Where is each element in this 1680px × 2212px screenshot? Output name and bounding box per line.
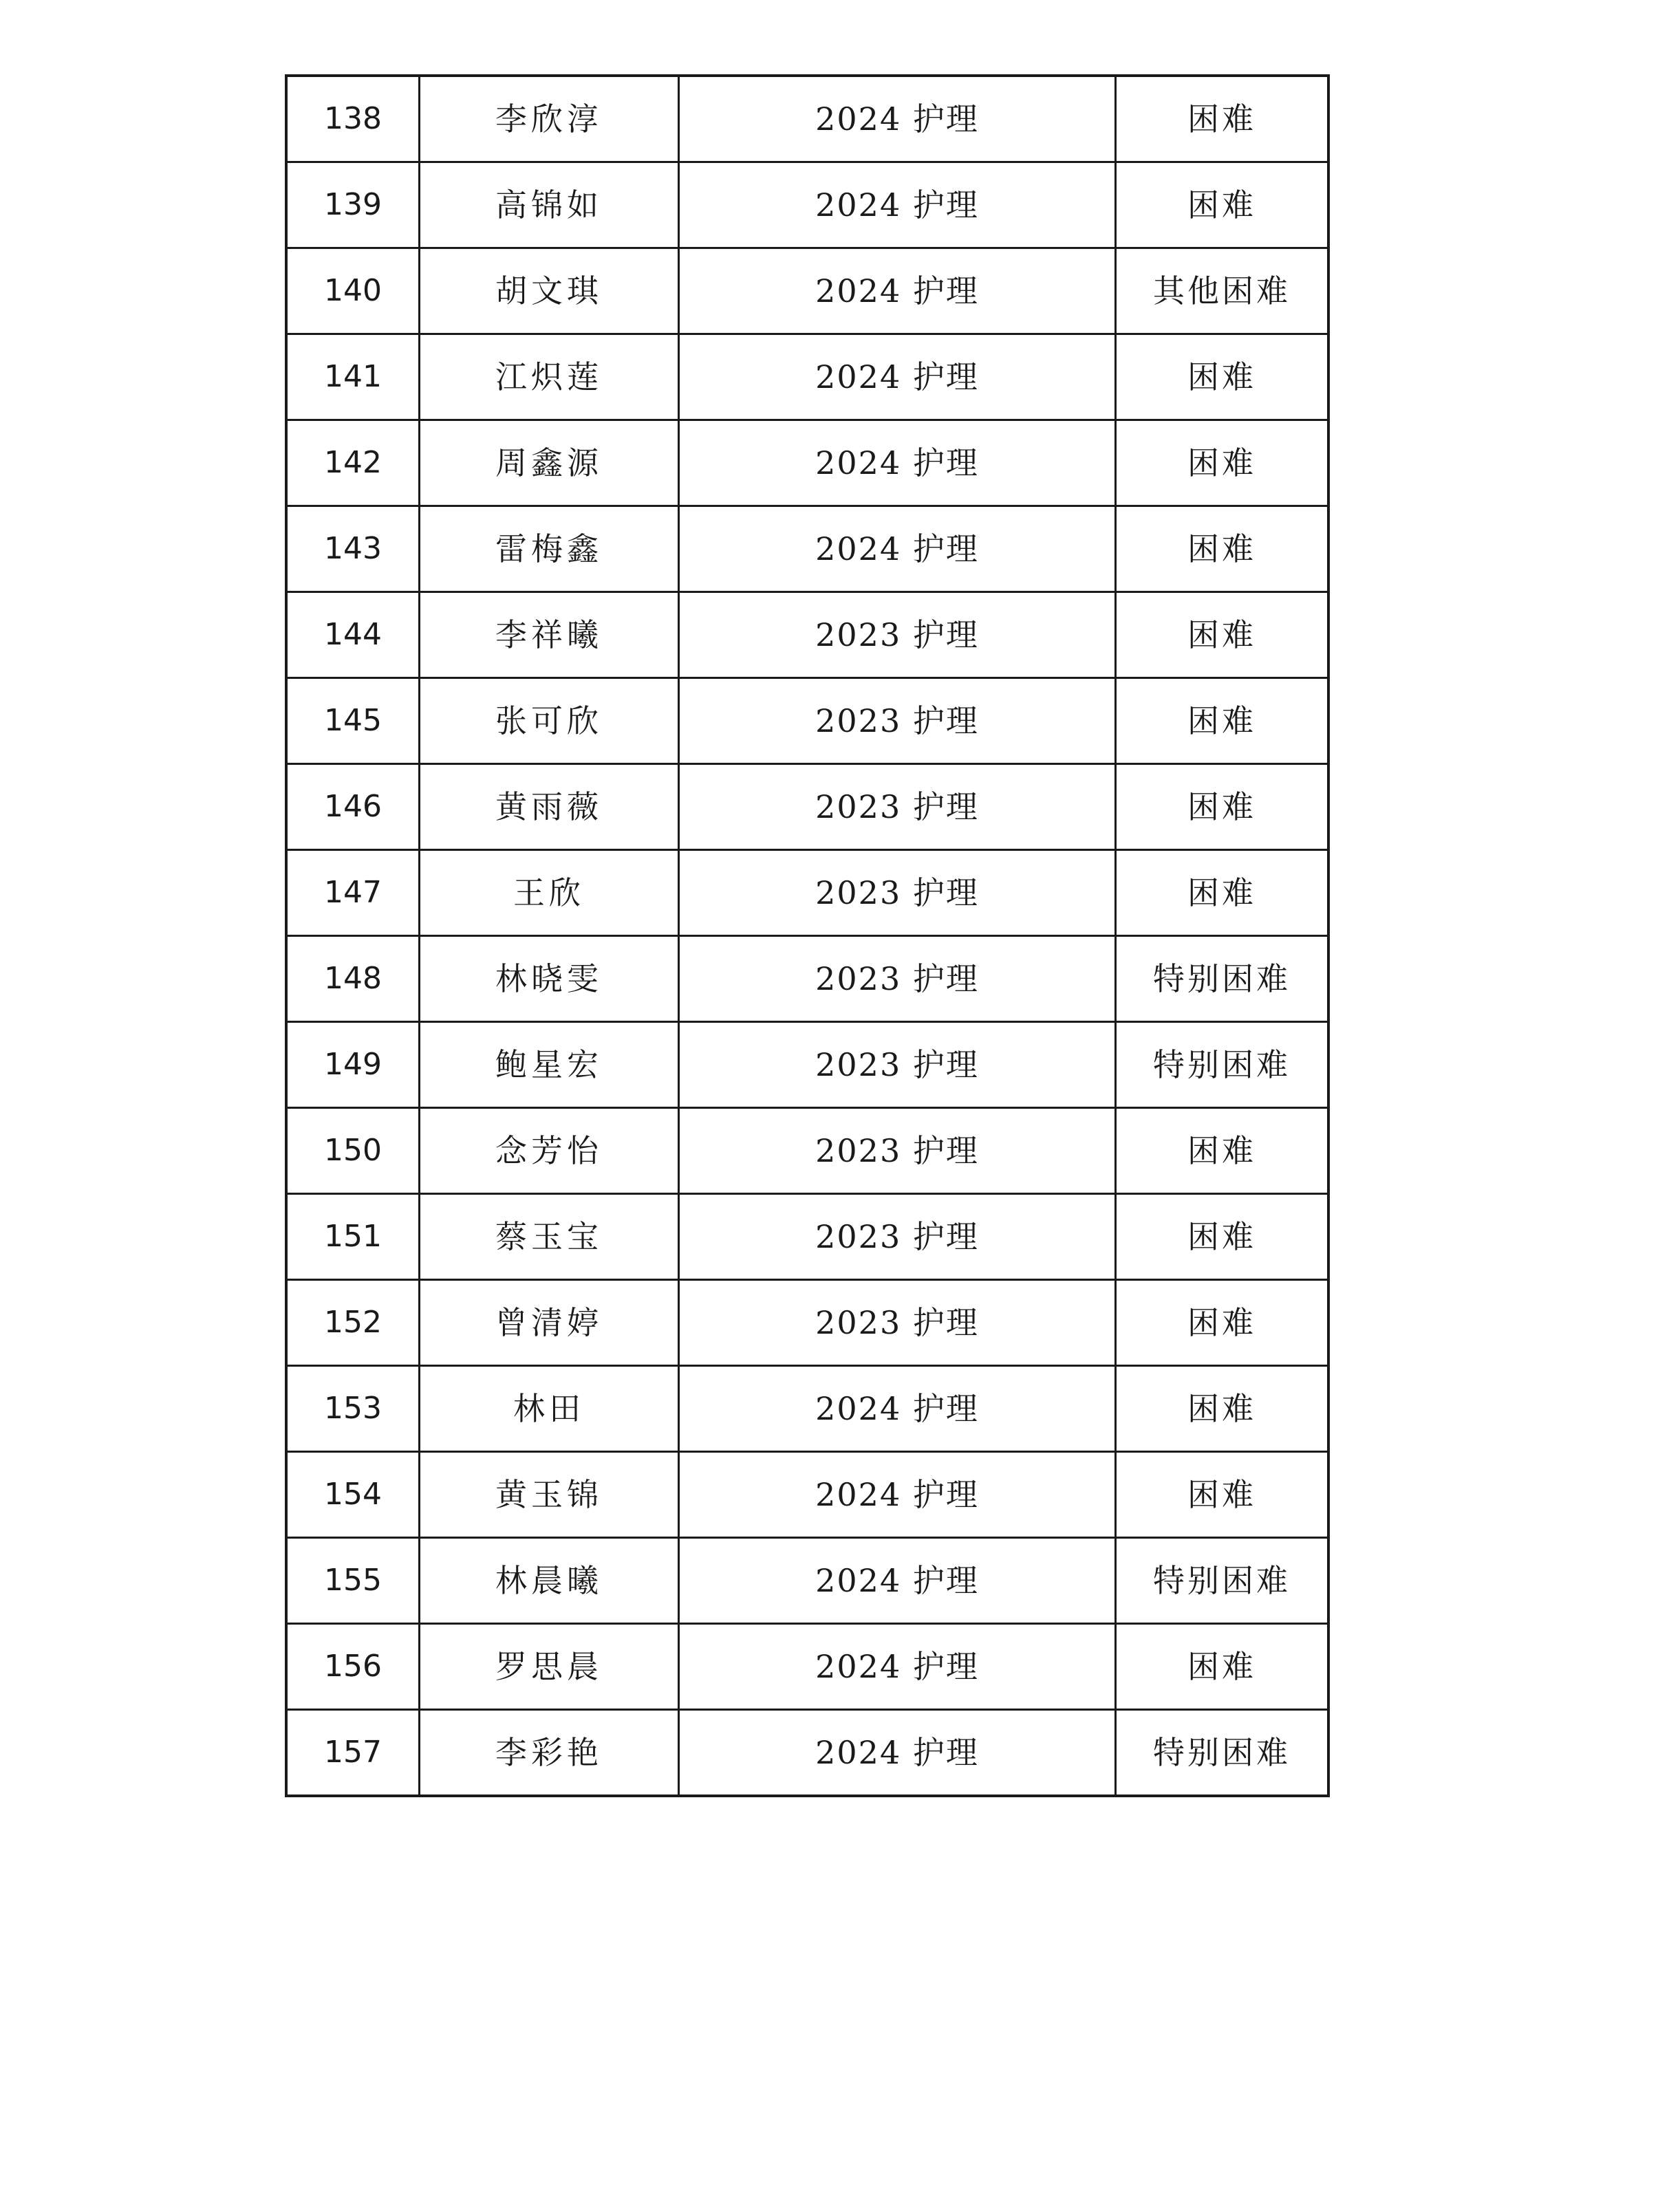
- student-name-cell: 胡文琪: [420, 248, 679, 334]
- student-name-cell: 蔡玉宝: [420, 1194, 679, 1280]
- difficulty-level-cell: 特别困难: [1116, 1538, 1329, 1624]
- student-name-cell: 黄玉锦: [420, 1452, 679, 1538]
- student-name-cell: 张可欣: [420, 678, 679, 764]
- difficulty-level-cell: 困难: [1116, 850, 1329, 936]
- class-cell: 2023 护理: [679, 1194, 1116, 1280]
- class-cell: 2024 护理: [679, 76, 1116, 162]
- row-number-cell: 153: [286, 1366, 420, 1452]
- difficulty-level-cell: 困难: [1116, 592, 1329, 678]
- student-name-cell: 周鑫源: [420, 420, 679, 506]
- table-row: [286, 764, 1328, 850]
- difficulty-level-cell: 特别困难: [1116, 936, 1329, 1022]
- row-number-cell: 144: [286, 592, 420, 678]
- class-cell: 2024 护理: [679, 1366, 1116, 1452]
- table-row: [286, 1710, 1328, 1797]
- student-name-cell: 王欣: [420, 850, 679, 936]
- difficulty-level-cell: 困难: [1116, 1108, 1329, 1194]
- row-number-cell: 155: [286, 1538, 420, 1624]
- table-row: [286, 1108, 1328, 1194]
- student-name-cell: 罗思晨: [420, 1624, 679, 1710]
- class-cell: 2023 护理: [679, 850, 1116, 936]
- table-row: [286, 1280, 1328, 1366]
- row-number-cell: 146: [286, 764, 420, 850]
- student-name-cell: 曾清婷: [420, 1280, 679, 1366]
- row-number-cell: 152: [286, 1280, 420, 1366]
- table-row: [286, 850, 1328, 936]
- class-cell: 2024 护理: [679, 162, 1116, 248]
- student-name-cell: 鲍星宏: [420, 1022, 679, 1108]
- row-number-cell: 148: [286, 936, 420, 1022]
- table-row: [286, 1366, 1328, 1452]
- row-number-cell: 138: [286, 76, 420, 162]
- class-cell: 2024 护理: [679, 1624, 1116, 1710]
- row-number-cell: 156: [286, 1624, 420, 1710]
- table-row: [286, 76, 1328, 162]
- class-cell: 2023 护理: [679, 1108, 1116, 1194]
- row-number-cell: 141: [286, 334, 420, 420]
- table-row: [286, 334, 1328, 420]
- row-number-cell: 150: [286, 1108, 420, 1194]
- difficulty-level-cell: 困难: [1116, 1280, 1329, 1366]
- table-row: [286, 1194, 1328, 1280]
- student-roster-table: [285, 74, 1330, 1797]
- difficulty-level-cell: 困难: [1116, 764, 1329, 850]
- class-cell: 2024 护理: [679, 248, 1116, 334]
- class-cell: 2024 护理: [679, 420, 1116, 506]
- difficulty-level-cell: 困难: [1116, 162, 1329, 248]
- table-row: [286, 162, 1328, 248]
- student-name-cell: 李欣淳: [420, 76, 679, 162]
- row-number-cell: 143: [286, 506, 420, 592]
- table-row: [286, 1538, 1328, 1624]
- row-number-cell: 151: [286, 1194, 420, 1280]
- table-row: [286, 1624, 1328, 1710]
- table-row: [286, 248, 1328, 334]
- difficulty-level-cell: 其他困难: [1116, 248, 1329, 334]
- class-cell: 2023 护理: [679, 764, 1116, 850]
- row-number-cell: 147: [286, 850, 420, 936]
- difficulty-level-cell: 困难: [1116, 1366, 1329, 1452]
- student-name-cell: 高锦如: [420, 162, 679, 248]
- class-cell: 2024 护理: [679, 334, 1116, 420]
- student-name-cell: 黄雨薇: [420, 764, 679, 850]
- student-name-cell: 念芳怡: [420, 1108, 679, 1194]
- difficulty-level-cell: 困难: [1116, 1452, 1329, 1538]
- row-number-cell: 154: [286, 1452, 420, 1538]
- table-row: [286, 420, 1328, 506]
- difficulty-level-cell: 困难: [1116, 506, 1329, 592]
- difficulty-level-cell: 困难: [1116, 1624, 1329, 1710]
- student-name-cell: 雷梅鑫: [420, 506, 679, 592]
- student-name-cell: 林晨曦: [420, 1538, 679, 1624]
- difficulty-level-cell: 特别困难: [1116, 1710, 1329, 1797]
- table-row: [286, 506, 1328, 592]
- student-name-cell: 林晓雯: [420, 936, 679, 1022]
- student-name-cell: 江炽莲: [420, 334, 679, 420]
- row-number-cell: 142: [286, 420, 420, 506]
- roster-table-body: [286, 76, 1328, 1796]
- difficulty-level-cell: 困难: [1116, 76, 1329, 162]
- class-cell: 2023 护理: [679, 936, 1116, 1022]
- class-cell: 2023 护理: [679, 1280, 1116, 1366]
- class-cell: 2024 护理: [679, 1710, 1116, 1797]
- table-row: [286, 592, 1328, 678]
- class-cell: 2023 护理: [679, 678, 1116, 764]
- difficulty-level-cell: 困难: [1116, 334, 1329, 420]
- table-row: [286, 1452, 1328, 1538]
- difficulty-level-cell: 困难: [1116, 420, 1329, 506]
- student-name-cell: 李祥曦: [420, 592, 679, 678]
- table-row: [286, 936, 1328, 1022]
- row-number-cell: 140: [286, 248, 420, 334]
- class-cell: 2023 护理: [679, 1022, 1116, 1108]
- class-cell: 2024 护理: [679, 1538, 1116, 1624]
- table-row: [286, 678, 1328, 764]
- row-number-cell: 145: [286, 678, 420, 764]
- student-name-cell: 李彩艳: [420, 1710, 679, 1797]
- row-number-cell: 139: [286, 162, 420, 248]
- difficulty-level-cell: 困难: [1116, 678, 1329, 764]
- row-number-cell: 157: [286, 1710, 420, 1797]
- class-cell: 2024 护理: [679, 506, 1116, 592]
- difficulty-level-cell: 特别困难: [1116, 1022, 1329, 1108]
- table-row: [286, 1022, 1328, 1108]
- difficulty-level-cell: 困难: [1116, 1194, 1329, 1280]
- class-cell: 2023 护理: [679, 592, 1116, 678]
- class-cell: 2024 护理: [679, 1452, 1116, 1538]
- student-name-cell: 林田: [420, 1366, 679, 1452]
- row-number-cell: 149: [286, 1022, 420, 1108]
